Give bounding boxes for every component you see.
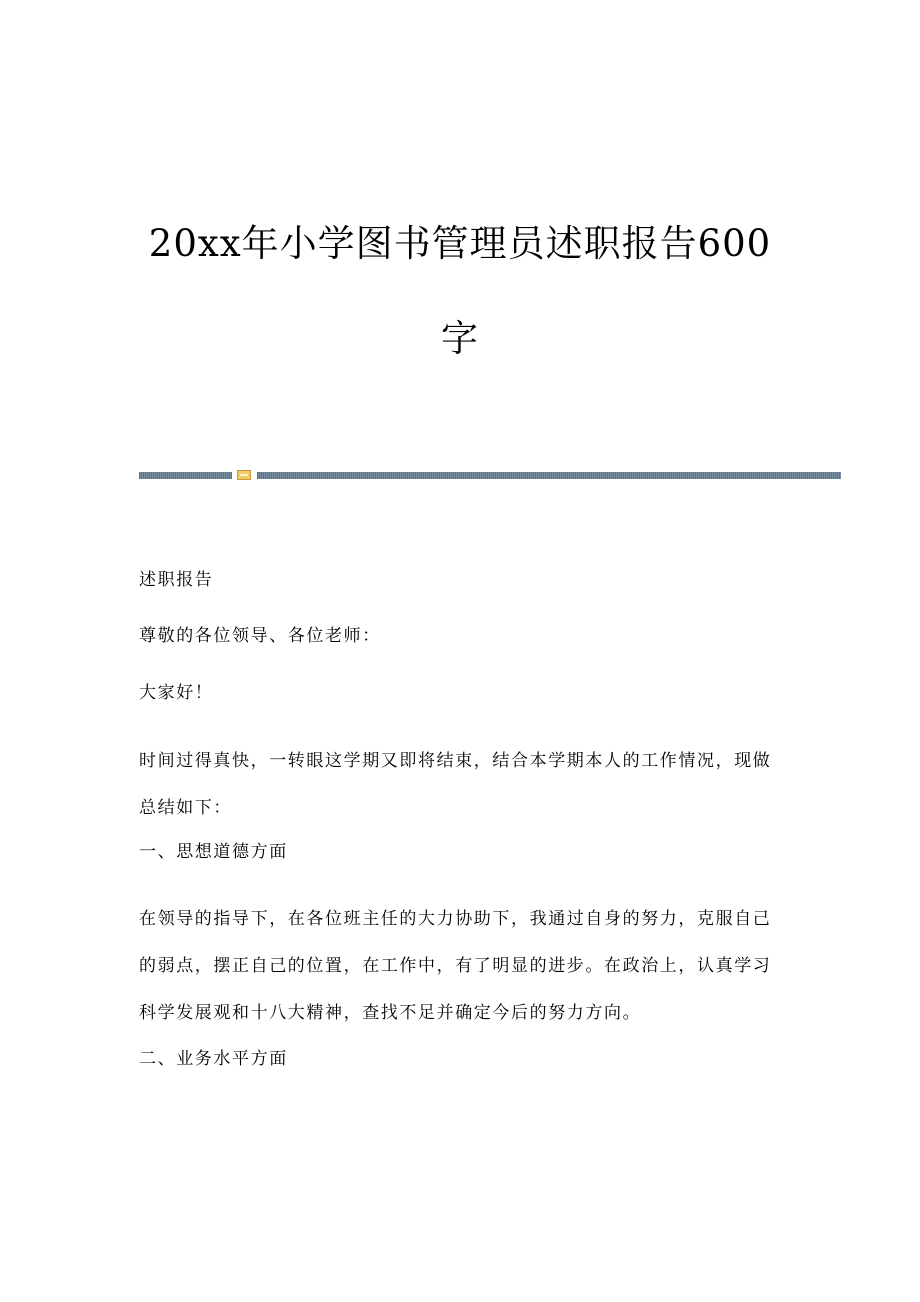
document-title-line-1: 20xx年小学图书管理员述职报告600: [148, 222, 772, 265]
section-2-title: 二、业务水平方面: [139, 1049, 288, 1069]
divider-ornament-icon: [237, 470, 251, 480]
divider-bar-left: [139, 472, 232, 479]
divider-bar-right: [257, 472, 841, 479]
intro-paragraph: 时间过得真快，一转眼这学期又即将结束，结合本学期本人的工作情况，现做总结如下：: [139, 751, 772, 818]
greeting-line: 大家好！: [139, 683, 214, 703]
title-divider: [139, 469, 841, 481]
report-heading: 述职报告: [139, 570, 214, 590]
salutation: 尊敬的各位领导、各位老师：: [139, 626, 381, 646]
section-1-body: 在领导的指导下，在各位班主任的大力协助下，我通过自身的努力，克服自己的弱点，摆正自己的位置，在工作中，有了明显的进步。在政治上，认真学习科学发展观和十八大精神，查找不足并确定今后的努力方向。: [139, 909, 772, 1023]
section-1-title: 一、思想道德方面: [139, 842, 288, 862]
document-title-line-2: 字: [441, 317, 479, 360]
